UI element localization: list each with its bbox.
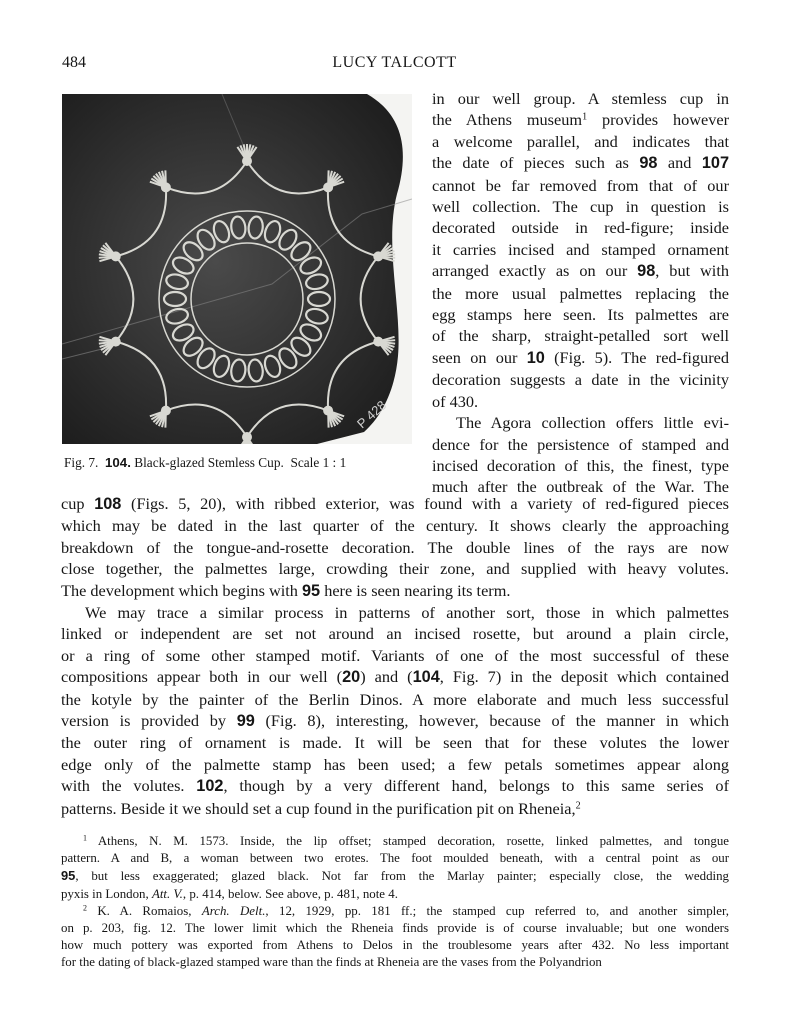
text-run: of 430. (432, 391, 479, 411)
inventory-label: P 428 (353, 397, 390, 432)
text-run: decoration suggests a date in the vicinity (432, 370, 729, 390)
stemless-cup-photo (62, 94, 412, 444)
text-run: egg stamps here seen. Its palmettes are (432, 305, 729, 325)
column-line (432, 196, 729, 217)
body-line (61, 754, 729, 775)
catalogue-number: 95 (61, 868, 76, 884)
body-line (61, 798, 729, 819)
text-run: The Agora collection offers little evi- (456, 413, 729, 433)
text-run: , though by a very different hand, belongs to this same series of (223, 776, 729, 796)
catalogue-number: 98 (637, 262, 656, 281)
column-line (432, 217, 729, 238)
text-run: edge only of the palmette stamp has been used; a few petals sometimes appear along (61, 754, 729, 774)
text-run: (Fig. 5). The red-figured (544, 347, 729, 367)
body-line (61, 580, 729, 602)
footnote-line (61, 937, 729, 954)
caption-scale: Scale 1 : 1 (290, 455, 347, 470)
text-run: arranged exactly as on our (432, 261, 638, 281)
text-run: the Athens museum (432, 110, 583, 130)
text-run: which may be dated in the last quarter of the century. It shows clearly the approaching (61, 516, 729, 536)
caption-number: 104. (105, 455, 131, 470)
text-run: with the volutes. (61, 776, 197, 796)
catalogue-number: 98 (639, 154, 658, 173)
text-run: and (657, 153, 702, 173)
body-line (61, 493, 729, 515)
catalogue-number: 104 (412, 668, 440, 687)
catalogue-number: 10 (526, 348, 545, 367)
footnote-marker: 1 (582, 111, 588, 123)
footnote-line (61, 903, 729, 920)
catalogue-number: 108 (94, 495, 122, 513)
text-run: Arch. Delt. (201, 903, 266, 918)
column-line (432, 325, 729, 346)
text-run: , Fig. 7) in the deposit which contained (439, 667, 729, 687)
text-run: We may trace a similar process in patterns of another sort, those in which palmettes (85, 603, 729, 623)
catalogue-number: 20 (342, 668, 361, 687)
body-line (61, 710, 729, 732)
text-run: (Figs. 5, 20), with ribbed exterior, was found with a variety of red-figured pieces (121, 494, 730, 513)
text-run: on p. 203, fig. 12. The lower limit which the Rheneia finds provide is of course invaluable; but one wonders (61, 921, 729, 936)
text-run: of the sharp, straight-petalled sort well (432, 326, 729, 346)
column-line (432, 152, 729, 174)
text-run: well collection. The cup in question is (432, 197, 729, 217)
text-run: , p. 414, below. See above, p. 481, note 4. (182, 886, 398, 901)
text-run: here is seen nearing its term. (320, 580, 511, 600)
text-run: ) and ( (360, 667, 413, 687)
body-line (61, 666, 729, 688)
text-run: The development which begins with (61, 580, 302, 600)
body-line (61, 689, 729, 710)
full-width-text (61, 493, 729, 819)
body-line (61, 602, 729, 623)
footnote-line (61, 867, 729, 885)
text-run: the more usual palmettes replacing the (432, 283, 729, 303)
catalogue-number: 107 (701, 154, 729, 173)
text-run: a welcome parallel, and indicates that (432, 131, 729, 151)
text-run: Att. V. (151, 886, 183, 901)
text-run: or a ring of some other stamped motif. Variants of one of the most successful of these (61, 645, 729, 665)
text-run: , 12, 1929, pp. 181 ff.; the stamped cup referred to, and another simpler, (265, 903, 729, 918)
text-run: compositions appear both in our well ( (61, 667, 343, 687)
page-header (62, 54, 727, 76)
footnote-marker: 2 (83, 903, 87, 913)
text-run: incised decoration of this, the finest, type (432, 455, 729, 475)
column-line (432, 283, 729, 304)
catalogue-number: 95 (302, 581, 321, 600)
text-run: decorated outside in red-figure; inside (432, 218, 729, 238)
body-line (61, 732, 729, 753)
text-run: cannot be far removed from that of our (432, 175, 729, 195)
figure-photo (62, 94, 412, 444)
column-line (432, 175, 729, 196)
text-run: patterns. Beside it we should set a cup found in the purification pit on Rheneia, (61, 798, 576, 818)
body-line (61, 558, 729, 579)
text-run: , but less exaggerated; glazed black. Not far from the Marlay painter; especially close, the wedding (75, 869, 729, 884)
text-run: much after the outbreak of the War. The (432, 477, 729, 497)
footnote-line (61, 850, 729, 867)
column-line (432, 455, 729, 476)
footnote-line (61, 886, 729, 903)
column-line (432, 434, 729, 455)
running-head: LUCY TALCOTT (332, 54, 457, 71)
text-run: (Fig. 8), interesting, however, because of the manner in which (254, 711, 729, 731)
column-line (432, 347, 729, 369)
text-run: dence for the persistence of stamped and (432, 434, 729, 454)
footnote-marker: 2 (575, 800, 581, 812)
text-run: , but with (655, 261, 729, 281)
text-run: it carries incised and stamped ornament (432, 239, 729, 259)
right-column-text (432, 88, 729, 498)
body-line (61, 623, 729, 644)
text-run: provides however (587, 110, 729, 130)
text-run: how much pottery was exported from Athens to Delos in the troublesome years after 432. No less important (61, 938, 729, 953)
footnote-line (61, 954, 729, 971)
figure-caption (64, 455, 414, 471)
catalogue-number: 99 (236, 712, 255, 731)
footnote-line (61, 920, 729, 937)
column-line (432, 304, 729, 325)
text-run: the kotyle by the painter of the Berlin Dinos. A more elaborate and much less successful (61, 689, 729, 709)
footnote-line (61, 833, 729, 850)
text-run: Athens, N. M. 1573. Inside, the lip offset; stamped decoration, rosette, linked palmettes, and tongue (87, 834, 729, 848)
text-run: pyxis in London, (61, 886, 152, 901)
footnote-marker: 1 (83, 833, 87, 843)
column-line (432, 260, 729, 282)
catalogue-number: 102 (196, 777, 224, 796)
body-line (61, 515, 729, 536)
caption-prefix: Fig. 7. (64, 455, 99, 470)
footnotes (61, 833, 729, 972)
body-line (61, 537, 729, 558)
text-run: linked or independent are set not around an incised rosette, but around a plain circle, (61, 624, 729, 644)
column-line (432, 369, 729, 390)
page-number: 484 (62, 54, 86, 71)
text-run: version is provided by (61, 711, 237, 731)
text-run: breakdown of the tongue-and-rosette decoration. The double lines of the rays are now (61, 537, 729, 557)
text-run: close together, the palmettes large, crowding their zone, and supplied with heavy volutes. (61, 559, 729, 579)
column-line (432, 109, 729, 130)
body-line (61, 645, 729, 666)
text-run: the date of pieces such as (432, 153, 640, 173)
column-line (432, 88, 729, 109)
text-run: for the dating of black-glazed stamped ware than the finds at Rheneia are the vases from the Polyandrion (61, 955, 602, 970)
text-run: seen on our (432, 347, 527, 367)
text-run: K. A. Romaios, (87, 903, 202, 918)
column-line (432, 391, 729, 412)
column-line (432, 131, 729, 152)
column-line (432, 412, 729, 433)
text-run: pattern. A and B, a woman between two erotes. The foot moulded beneath, with a central point as our (61, 851, 729, 866)
caption-text: Black-glazed Stemless Cup. (134, 455, 284, 470)
text-run: in our well group. A stemless cup in (432, 89, 729, 108)
text-run: the outer ring of ornament is made. It will be seen that for these volutes the lower (61, 733, 729, 753)
column-line (432, 239, 729, 260)
text-run: cup (61, 494, 95, 513)
body-line (61, 775, 729, 797)
